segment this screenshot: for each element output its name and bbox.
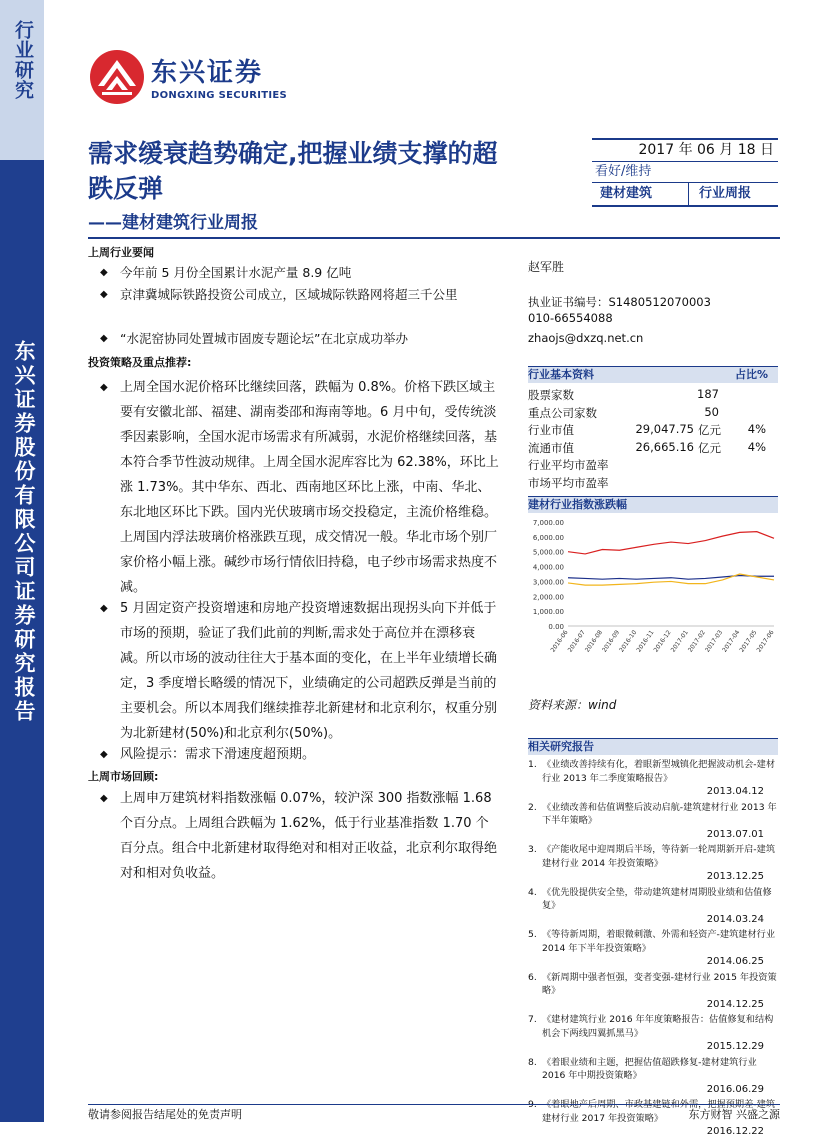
bullet-icon: ◆ (100, 333, 108, 344)
section-heading-strategy: 投资策略及重点推荐: (88, 356, 192, 369)
list-item[interactable]: 6. 《新周期中强者恒强，变者变强-建材行业 2015 年投资策略》 2014.12.25 (528, 971, 777, 1010)
logo-cn: 东兴证券 (151, 58, 264, 88)
list-item: ◆ 上周全国水泥价格环比继续回落，跌幅为 0.8%。价格下跌区域主要有安徽北部、福建、湖南娄邵和海南等地。6 月中旬，受传统淡季因素影响，全国水泥市场需求有所减弱，水泥价格继续回落，基本符合季节性波动规律。上周全国水泥库容比为 62.38%，环比上涨 1.73%。其中华东、西北、西南地区环比上涨，中南、华北、东北地区环比下跌。国内光伏玻璃市场交投稳定，主流价格维稳。上周国内浮法玻璃价格涨跌互现，成交情况一般。华北市场个别厂家价格小幅上涨。碱纱市场行情依旧持稳，电子纱市场需求热度不减。 (100, 375, 500, 600)
index-line-chart (520, 514, 782, 678)
report-date: 2017 年 06 月 18 日 (592, 138, 778, 161)
list-item[interactable]: 5. 《等待新周期，着眼微刺激、外需和轻资产-建筑建材行业 2014 年下半年投资策略》 2014.06.25 (528, 929, 776, 967)
sidebar-top (0, 0, 44, 160)
bullet-icon: ◆ (100, 289, 108, 300)
table-row: 行业市值 29,047.75 亿元 4% (528, 422, 766, 437)
analyst-email: zhaojs@dxzq.net.cn (528, 331, 644, 345)
x-tick-label: 2016-06 (549, 629, 570, 654)
y-tick-label: 7,000.00 (532, 519, 564, 527)
footer-disclaimer: 敬请参阅报告结尾处的免责声明 (88, 1108, 242, 1121)
x-tick-label: 2016-12 (652, 629, 673, 654)
list-item: ◆ 5 月固定资产投资增速和房地产投资增速数据出现拐头向下并低于市场的预期，验证了我们此前的判断,需求处于高位并在漂移衰减。所以市场的波动往往大于基本面的变化，在上半年业绩增长确定，3 季度增长略缓的情况下，业绩确定的公司超跌反弹是当前的主要机会。所以本周我们继续推荐北新建材和北京利尔，权重分别为北新建材(50%)和北京利尔(50%)。 (100, 596, 500, 746)
x-tick-label: 2016-11 (635, 629, 656, 654)
x-tick-label: 2016-08 (583, 629, 604, 654)
list-item[interactable]: 建材行业 2017 年投资策略》 2016.12.22 (542, 1112, 764, 1137)
analyst-license: 执业证书编号：S1480512070003 (528, 295, 711, 309)
x-tick-label: 2017-01 (669, 629, 690, 654)
report-meta-box (592, 138, 778, 207)
section-heading-market: 上周市场回顾: (88, 770, 159, 783)
bullet-icon: ◆ (100, 382, 108, 393)
y-tick-label: 5,000.00 (532, 548, 564, 557)
y-tick-label: 4,000.00 (532, 563, 564, 572)
x-tick-label: 2017-06 (755, 629, 776, 654)
table-row: 重点公司家数 50 (528, 404, 719, 420)
series-line-2 (568, 575, 774, 579)
list-item[interactable]: 8. 《着眼业绩和主题，把握估值超跌修复-建材建筑行业 2016 年中期投资策略》 2016.06.29 (528, 1056, 764, 1095)
logo-en: DONGXING SECURITIES (151, 90, 288, 101)
industry-info-header: 行业基本资料 占比% (528, 366, 778, 383)
bullet-icon: ◆ (100, 793, 108, 804)
tag-type: 行业周报 (699, 186, 752, 201)
list-item[interactable]: 3. 《产能收尾中迎周期后半场，等待新一轮周期新开启-建筑建材行业 2014 年投资策略》 2013.12.25 (528, 844, 776, 882)
analyst-name: 赵军胜 (528, 260, 565, 274)
bullet-icon: ◆ (100, 603, 108, 614)
category-label: 行业研究 (12, 20, 34, 100)
industry-info-table (528, 387, 778, 492)
y-tick-label: 2,000.00 (532, 593, 564, 602)
table-row: 行业平均市盈率 (528, 458, 609, 472)
bullet-icon: ◆ (100, 749, 108, 760)
company-label: 东兴证券股份有限公司证券研究报告 (12, 340, 36, 724)
table-row: 流通市值 26,665.16 亿元 4% (528, 439, 766, 455)
list-item[interactable]: 4. 《优先股提供安全垫，带动建筑建材周期股业绩和估值修复》 2014.03.24 (528, 886, 772, 925)
list-item: ◆ 京津冀城际铁路投资公司成立，区域城际铁路网将超三千公里 (100, 284, 500, 306)
y-tick-label: 0.00 (548, 623, 564, 631)
series-line-1 (568, 532, 774, 554)
y-tick-label: 1,000.00 (532, 608, 564, 617)
header-rule (88, 237, 780, 239)
analyst-phone: 010-66554088 (528, 311, 613, 325)
x-tick-label: 2016-10 (618, 629, 639, 654)
chart-source: 资料来源：wind (528, 698, 617, 712)
footer-slogan: 东方财智 兴盛之源 (688, 1108, 780, 1121)
x-tick-label: 2017-02 (686, 629, 707, 654)
x-tick-label: 2017-05 (738, 629, 759, 654)
tag-industry: 建材建筑 (592, 183, 689, 205)
list-item: ◆ 今年前 5 月份全国累计水泥产量 8.9 亿吨 (100, 262, 500, 284)
logo-mark-icon (88, 46, 146, 108)
related-reports-header: 相关研究报告 (528, 738, 778, 755)
chart-header: 建材行业指数涨跌幅 (528, 496, 778, 513)
report-title: 需求缓衰趋势确定,把握业绩支撑的超跌反弹 (88, 139, 498, 203)
footer-rule (88, 1104, 780, 1105)
sidebar (0, 160, 44, 1122)
report-rating: 看好/维持 (592, 161, 778, 182)
list-item: ◆ “水泥窑协同处置城市固废专题论坛”在北京成功举办 (100, 328, 500, 350)
x-tick-label: 2016-07 (566, 629, 587, 654)
list-item[interactable]: 1. 《业绩改善持续有化，着眼新型城镇化把握波动机会-建材行业 2013 年二季度策略报告》 2013.04.12 (528, 759, 776, 797)
y-tick-label: 6,000.00 (532, 533, 564, 542)
section-heading-news: 上周行业要闻 (88, 246, 154, 259)
list-item: ◆ 上周申万建筑材料指数涨幅 0.07%，较沪深 300 指数涨幅 1.68 个百分点。上周组合跌幅为 1.62%，低于行业基准指数 1.70 个百分点。组合中北新建材取得绝对和相对正收益，北京利尔取得绝对和相对负收益。 (100, 786, 500, 886)
report-subtitle: ——建材建筑行业周报 (88, 213, 258, 233)
list-item[interactable]: 2. 《业绩改善和估值调整后波动启航-建筑建材行业 2013 年下半年策略》 2013.07.01 (528, 801, 777, 840)
bullet-icon: ◆ (100, 267, 108, 278)
table-row: 市场平均市盈率 (528, 475, 609, 490)
x-tick-label: 2016-09 (601, 629, 622, 654)
x-tick-label: 2017-03 (704, 629, 725, 654)
table-row: 股票家数 187 (528, 387, 719, 402)
related-reports-list (528, 758, 778, 1141)
report-tags (592, 182, 778, 207)
company-logo (88, 46, 308, 108)
list-item[interactable]: 7. 《建材建筑行业 2016 年年度策略报告：估值修复和结构机会下两线四翼抓黑马》 2015.12.29 (528, 1014, 774, 1052)
list-item: ◆ 风险提示：需求下滑速度超预期。 (100, 742, 500, 767)
x-tick-label: 2017-04 (721, 629, 742, 654)
y-tick-label: 3,000.00 (532, 578, 564, 587)
